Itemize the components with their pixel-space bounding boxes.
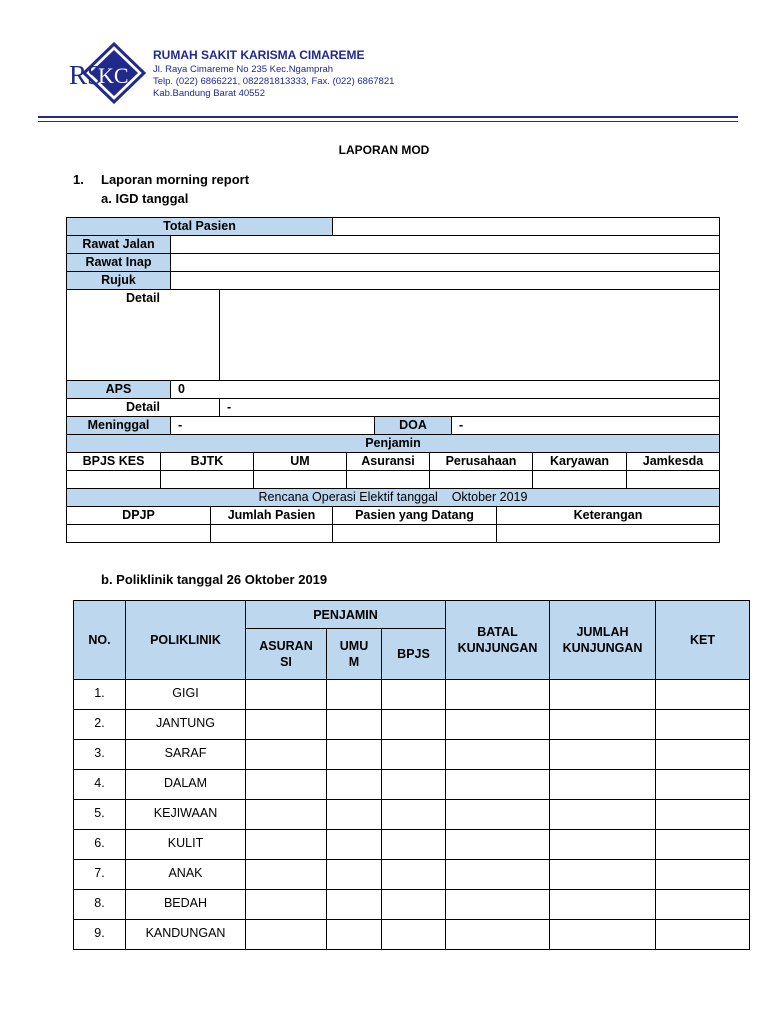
poli-row-cell bbox=[381, 739, 446, 770]
total-pasien-label: Total Pasien bbox=[66, 217, 333, 236]
detail-value bbox=[219, 289, 720, 381]
rencana-col-jumlah-pasien: Jumlah Pasien bbox=[210, 506, 333, 525]
rencana-operasi-header: Rencana Operasi Elektif tanggal Oktober 2019 bbox=[66, 488, 720, 507]
poli-row-name: ANAK bbox=[125, 859, 246, 890]
poli-row-cell bbox=[326, 709, 382, 740]
rujuk-label: Rujuk bbox=[66, 271, 171, 290]
poli-row-cell bbox=[326, 919, 382, 950]
rencana-col-pasien-datang: Pasien yang Datang bbox=[332, 506, 497, 525]
poli-col-umum bbox=[326, 628, 382, 680]
penjamin-col-karyawan: Karyawan bbox=[532, 452, 627, 471]
letterhead-divider-thin bbox=[38, 121, 738, 122]
poli-row-cell bbox=[381, 859, 446, 890]
poli-row-name: JANTUNG bbox=[125, 709, 246, 740]
poli-row-cell bbox=[549, 739, 656, 770]
hospital-name: RUMAH SAKIT KARISMA CIMAREME bbox=[153, 48, 365, 62]
poli-row-cell bbox=[245, 829, 327, 860]
poli-row-number: 3. bbox=[73, 739, 126, 770]
poli-row-cell bbox=[381, 889, 446, 920]
poli-col-batal-line-1: BATAL bbox=[477, 625, 518, 639]
poli-row-cell bbox=[445, 919, 550, 950]
poli-row-cell bbox=[326, 799, 382, 830]
poli-row-cell bbox=[549, 799, 656, 830]
section-a-heading: a. IGD tanggal bbox=[101, 191, 189, 206]
rawat-jalan-label: Rawat Jalan bbox=[66, 235, 171, 254]
poli-row-cell bbox=[655, 919, 750, 950]
poli-col-batal bbox=[445, 600, 550, 680]
penjamin-cell bbox=[160, 470, 254, 489]
poli-row-number: 8. bbox=[73, 889, 126, 920]
poli-row-cell bbox=[326, 679, 382, 710]
poli-row-number: 6. bbox=[73, 829, 126, 860]
total-pasien-value bbox=[332, 217, 720, 236]
meninggal-label: Meninggal bbox=[66, 416, 171, 435]
poli-row-cell bbox=[445, 739, 550, 770]
poli-row-cell bbox=[326, 829, 382, 860]
poli-row-cell bbox=[655, 679, 750, 710]
poli-row-cell bbox=[245, 859, 327, 890]
poli-row-cell bbox=[326, 859, 382, 890]
poli-row-cell bbox=[445, 859, 550, 890]
rujuk-value bbox=[170, 271, 720, 290]
poli-col-umum-line-1: UMU bbox=[339, 639, 369, 653]
poli-row-cell bbox=[549, 769, 656, 800]
rencana-col-dpjp: DPJP bbox=[66, 506, 211, 525]
penjamin-header: Penjamin bbox=[66, 434, 720, 453]
poli-row-cell bbox=[381, 769, 446, 800]
poli-row-number: 1. bbox=[73, 679, 126, 710]
poli-row-cell bbox=[326, 769, 382, 800]
poli-row-cell bbox=[381, 919, 446, 950]
poli-row-cell bbox=[655, 889, 750, 920]
poli-col-umum-line-2: M bbox=[348, 655, 360, 669]
poli-col-penjamin: PENJAMIN bbox=[245, 600, 446, 629]
poli-row-cell bbox=[245, 679, 327, 710]
rawat-inap-value bbox=[170, 253, 720, 272]
rencana-cell bbox=[496, 524, 720, 543]
poli-row-cell bbox=[245, 799, 327, 830]
poli-row-number: 4. bbox=[73, 769, 126, 800]
doa-value: - bbox=[451, 416, 720, 435]
penjamin-col-jamkesda: Jamkesda bbox=[626, 452, 720, 471]
penjamin-cell bbox=[346, 470, 430, 489]
poli-row-cell bbox=[445, 769, 550, 800]
poli-col-no: NO. bbox=[73, 600, 126, 680]
meninggal-value: - bbox=[170, 416, 375, 435]
poli-row-cell bbox=[381, 829, 446, 860]
aps-value: 0 bbox=[170, 380, 720, 399]
poli-row-name: KEJIWAAN bbox=[125, 799, 246, 830]
poli-col-poliklinik: POLIKLINIK bbox=[125, 600, 246, 680]
rawat-inap-label: Rawat Inap bbox=[66, 253, 171, 272]
poli-row-cell bbox=[445, 679, 550, 710]
document-title: LAPORAN MOD bbox=[338, 143, 430, 157]
poli-col-jumlah-line-1: JUMLAH bbox=[576, 625, 629, 639]
poli-row-cell bbox=[381, 709, 446, 740]
poli-row-cell bbox=[245, 709, 327, 740]
doa-label: DOA bbox=[374, 416, 452, 435]
detail-label: Detail bbox=[66, 289, 220, 381]
aps-label: APS bbox=[66, 380, 171, 399]
poli-col-ket: KET bbox=[655, 600, 750, 680]
poli-col-jumlah bbox=[549, 600, 656, 680]
penjamin-cell bbox=[626, 470, 720, 489]
letterhead-divider bbox=[38, 116, 738, 118]
rencana-cell bbox=[332, 524, 497, 543]
poli-row-cell bbox=[245, 889, 327, 920]
poli-row-name: KANDUNGAN bbox=[125, 919, 246, 950]
poli-row-cell bbox=[445, 889, 550, 920]
penjamin-col-bjtk: BJTK bbox=[160, 452, 254, 471]
poli-row-cell bbox=[445, 799, 550, 830]
poli-col-bpjs: BPJS bbox=[381, 628, 446, 680]
poli-row-number: 2. bbox=[73, 709, 126, 740]
penjamin-col-bpjs-kes: BPJS KES bbox=[66, 452, 161, 471]
hospital-phone-line: Telp. (022) 6866221, 082281813333, Fax. (022) 6867821 bbox=[153, 76, 395, 87]
poli-row-cell bbox=[245, 919, 327, 950]
poli-row-cell bbox=[655, 829, 750, 860]
poli-row-name: SARAF bbox=[125, 739, 246, 770]
poli-row-cell bbox=[655, 769, 750, 800]
poli-col-jumlah-line-2: KUNJUNGAN bbox=[562, 641, 643, 655]
penjamin-cell bbox=[253, 470, 347, 489]
poli-row-cell bbox=[381, 799, 446, 830]
penjamin-cell bbox=[429, 470, 533, 489]
poli-row-cell bbox=[549, 709, 656, 740]
section-b-heading: b. Poliklinik tanggal 26 Oktober 2019 bbox=[101, 572, 328, 587]
poli-row-cell bbox=[326, 739, 382, 770]
poli-row-cell bbox=[381, 679, 446, 710]
poli-row-cell bbox=[655, 859, 750, 890]
penjamin-cell bbox=[532, 470, 627, 489]
poli-col-asuransi-line-1: ASURAN bbox=[259, 639, 313, 653]
poli-row-cell bbox=[655, 799, 750, 830]
rencana-col-keterangan: Keterangan bbox=[496, 506, 720, 525]
penjamin-col-um: UM bbox=[253, 452, 347, 471]
svg-text:KC: KC bbox=[98, 63, 129, 88]
penjamin-col-asuransi: Asuransi bbox=[346, 452, 430, 471]
poli-row-name: GIGI bbox=[125, 679, 246, 710]
detail-2-label: Detail bbox=[66, 398, 220, 417]
poli-col-asuransi-line-2: SI bbox=[280, 655, 292, 669]
poli-row-cell bbox=[655, 739, 750, 770]
poli-row-name: KULIT bbox=[125, 829, 246, 860]
poli-row-number: 7. bbox=[73, 859, 126, 890]
poli-row-cell bbox=[549, 919, 656, 950]
poli-row-cell bbox=[445, 709, 550, 740]
rencana-cell bbox=[210, 524, 333, 543]
poli-row-cell bbox=[245, 769, 327, 800]
poli-row-cell bbox=[549, 829, 656, 860]
poli-col-batal-line-2: KUNJUNGAN bbox=[457, 641, 538, 655]
poli-row-number: 9. bbox=[73, 919, 126, 950]
poli-row-cell bbox=[245, 739, 327, 770]
poli-row-cell bbox=[549, 889, 656, 920]
hospital-address-line: Jl. Raya Cimareme No 235 Kec.Ngamprah bbox=[153, 64, 334, 75]
penjamin-cell bbox=[66, 470, 161, 489]
svg-text:RS: RS bbox=[69, 60, 103, 90]
rawat-jalan-value bbox=[170, 235, 720, 254]
poli-row-cell bbox=[655, 709, 750, 740]
detail-2-value: - bbox=[219, 398, 720, 417]
poli-row-number: 5. bbox=[73, 799, 126, 830]
section-1-number: 1. bbox=[73, 172, 84, 187]
poli-row-cell bbox=[549, 859, 656, 890]
poli-row-name: DALAM bbox=[125, 769, 246, 800]
penjamin-col-perusahaan: Perusahaan bbox=[429, 452, 533, 471]
hospital-logo bbox=[66, 42, 148, 104]
section-1-label: Laporan morning report bbox=[101, 172, 250, 187]
poli-row-cell bbox=[445, 829, 550, 860]
poli-row-cell bbox=[326, 889, 382, 920]
poli-row-cell bbox=[549, 679, 656, 710]
hospital-city-line: Kab.Bandung Barat 40552 bbox=[153, 88, 265, 99]
poli-row-name: BEDAH bbox=[125, 889, 246, 920]
poli-col-asuransi bbox=[245, 628, 327, 680]
rencana-cell bbox=[66, 524, 211, 543]
